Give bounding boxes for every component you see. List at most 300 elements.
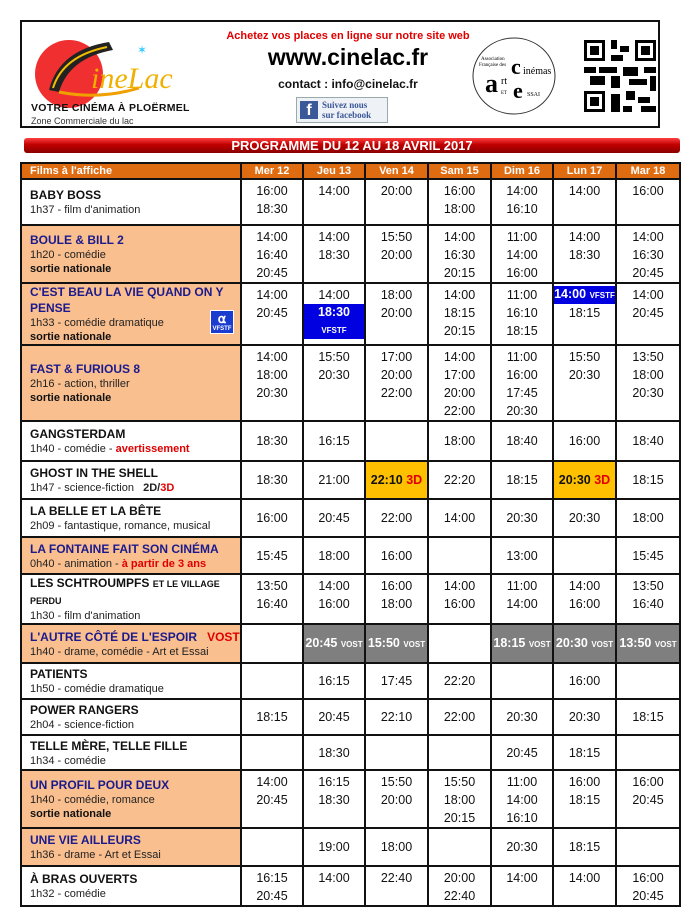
showtime-cell: [303, 828, 365, 866]
showtime-cell: [616, 499, 680, 537]
showtime-cell: [303, 461, 365, 499]
showtime[interactable]: 20:45: [632, 266, 664, 280]
film-row: [21, 461, 680, 499]
day-header: Sam 15: [428, 163, 491, 179]
showtime[interactable]: 18:00: [380, 288, 413, 302]
showtime[interactable]: 21:00: [318, 473, 350, 487]
film-row: [21, 537, 680, 574]
showtime-cell: [303, 537, 365, 574]
film-row: [21, 735, 680, 770]
showtime[interactable]: 18:00: [632, 511, 664, 525]
format-3d: 3D: [160, 482, 175, 494]
showtime[interactable]: 18:30: [318, 793, 350, 807]
showtime-cell: [616, 225, 680, 283]
showtime-cell: [428, 574, 491, 624]
showtime-cell: [428, 537, 491, 574]
showtime-cell: [553, 574, 616, 624]
showtime-cell: [365, 574, 428, 624]
facebook-line1: Suivez nous: [322, 100, 368, 110]
showtime[interactable]: 15:50: [568, 350, 601, 364]
showtime[interactable]: 16:00: [443, 184, 476, 198]
showtime-cell: [365, 461, 428, 499]
showtime[interactable]: 11:00: [506, 775, 538, 789]
showtime-cell: [428, 828, 491, 866]
facebook-line2: sur facebook: [322, 110, 372, 120]
showtime[interactable]: 16:40: [256, 248, 288, 262]
showtime[interactable]: 18:30: [256, 473, 288, 487]
showtime-cell: [365, 345, 428, 421]
showtime[interactable]: 16:15: [256, 871, 288, 885]
showtime[interactable]: 11:00: [506, 288, 538, 302]
film-row: [21, 225, 680, 283]
showtime[interactable]: 16:30: [632, 248, 664, 262]
showtime-cell: [428, 225, 491, 283]
buy-online-text: Achetez vos places en ligne sur notre site web: [226, 30, 470, 42]
showtime[interactable]: 22:10: [380, 710, 413, 724]
day-header: Dim 16: [491, 163, 553, 179]
film-title: BABY BOSS: [30, 188, 102, 202]
showtime-cell: [553, 624, 616, 663]
showtime[interactable]: 20:30: [632, 386, 664, 400]
film-cell: [21, 866, 241, 906]
showtime[interactable]: 17:00: [380, 350, 413, 364]
showtime[interactable]: 22:00: [443, 710, 476, 724]
film-title: GANGSTERDAM: [30, 427, 126, 441]
film-cell: [21, 828, 241, 866]
showtime-cell: [491, 345, 553, 421]
showtime[interactable]: 16:00: [632, 184, 664, 198]
film-info: 1h40 - drame, comédie - Art et Essai: [30, 645, 209, 658]
showtime[interactable]: 16:00: [443, 597, 476, 611]
showtime[interactable]: 20:30: [568, 511, 601, 525]
showtime[interactable]: 22:00: [380, 386, 413, 400]
showtime-cell: [553, 699, 616, 735]
showtime-cell: [616, 735, 680, 770]
showtime[interactable]: 20:45: [318, 511, 350, 525]
showtime-cell: [428, 866, 491, 906]
film-row: [21, 179, 680, 225]
film-row: [21, 663, 680, 699]
film-cell: [21, 179, 241, 225]
showtime-cell: [241, 345, 303, 421]
film-title: UNE VIE AILLEURS: [30, 833, 141, 847]
film-info: 1h34 - comédie: [30, 754, 106, 767]
showtime[interactable]: 13:50: [256, 579, 288, 593]
contact-email[interactable]: contact : info@cinelac.fr: [278, 77, 418, 91]
showtime[interactable]: 13:00: [506, 548, 538, 563]
showtime[interactable]: 18:00: [443, 434, 476, 448]
showtime[interactable]: 20:30: [506, 404, 538, 418]
film-info: 1h32 - comédie: [30, 888, 106, 900]
showtime[interactable]: 16:00: [380, 548, 413, 563]
showtime[interactable]: 18:15: [506, 324, 538, 338]
showtime[interactable]: 22:40: [380, 871, 413, 885]
showtime[interactable]: 15:45: [632, 548, 664, 563]
showtime[interactable]: 16:10: [506, 202, 538, 216]
showtime-cell: [553, 663, 616, 699]
showtime[interactable]: 22:40: [443, 889, 476, 903]
showtime-cell: [553, 828, 616, 866]
showtime-cell: [365, 770, 428, 828]
showtime-cell: [553, 283, 616, 345]
showtime[interactable]: 14:00: [506, 871, 538, 885]
showtime[interactable]: 17:00: [443, 368, 476, 382]
showtime[interactable]: 20:15: [443, 811, 476, 825]
showtime[interactable]: 16:00: [380, 579, 413, 593]
showtime[interactable]: 20:45: [256, 793, 288, 807]
showtime[interactable]: 14:00: [318, 288, 350, 302]
showtime[interactable]: 18:40: [632, 434, 664, 448]
hearing-impaired-vfstf-icon: ⍺ VFSTF: [210, 310, 234, 334]
showtime-cell: [365, 421, 428, 461]
showtime[interactable]: 20:15: [443, 324, 476, 338]
film-title-suffix: ET LE VILLAGE PERDU: [30, 579, 220, 606]
tagline: VOTRE CINÉMA À PLOËRMEL: [31, 102, 190, 114]
showtime-cell: [553, 179, 616, 225]
afcae-logo: [471, 36, 557, 116]
showtime[interactable]: 18:00: [443, 202, 476, 216]
showtime[interactable]: 16:00: [632, 775, 664, 789]
showtime-vfstf[interactable]: 14:00 VFSTF: [554, 286, 615, 304]
showtime[interactable]: 20:30: [506, 710, 538, 724]
film-info: 2h16 - action, thriller: [30, 378, 130, 390]
showtime[interactable]: 17:45: [380, 674, 413, 688]
showtime[interactable]: 18:15: [506, 473, 538, 487]
showtime[interactable]: 16:40: [632, 597, 664, 611]
showtime[interactable]: 20:45: [256, 889, 288, 903]
showtime-cell: [365, 866, 428, 906]
film-info: 1h36 - drame - Art et Essai: [30, 849, 161, 861]
showtime[interactable]: 18:00: [443, 793, 476, 807]
showtime[interactable]: 14:00: [318, 230, 350, 244]
showtime-vost[interactable]: 18:15 VOST: [493, 635, 551, 650]
showtime[interactable]: 18:30: [318, 248, 350, 262]
showtime[interactable]: 14:00: [443, 511, 476, 525]
showtime-cell: [491, 663, 553, 699]
svg-text:ineLac: ineLac: [91, 62, 173, 95]
showtime[interactable]: 14:00: [632, 288, 664, 302]
showtime[interactable]: 20:00: [380, 248, 413, 262]
showtime[interactable]: 16:00: [568, 674, 601, 688]
showtime[interactable]: 16:15: [318, 434, 350, 448]
showtime[interactable]: 14:00: [443, 579, 476, 593]
showtime-cell: [241, 537, 303, 574]
showtime[interactable]: 15:50: [318, 350, 350, 364]
showtime[interactable]: 16:00: [256, 184, 288, 198]
showtime[interactable]: 16:00: [632, 871, 664, 885]
showtime[interactable]: 18:30: [256, 434, 288, 448]
showtime[interactable]: 19:00: [318, 840, 350, 854]
showtime[interactable]: 14:00: [318, 184, 350, 198]
showtime-cell: [553, 770, 616, 828]
showtime[interactable]: 22:00: [443, 404, 476, 418]
showtime[interactable]: 16:00: [506, 266, 538, 280]
facebook-follow-button[interactable]: [296, 97, 388, 123]
film-title: BOULE & BILL 2: [30, 233, 124, 247]
showtime[interactable]: 14:00: [632, 230, 664, 244]
website-link[interactable]: www.cinelac.fr: [267, 44, 429, 70]
showtime-cell: [365, 624, 428, 663]
showtime-cell: [365, 179, 428, 225]
showtime[interactable]: 15:50: [443, 775, 476, 789]
showtime[interactable]: 14:00: [506, 248, 538, 262]
film-cell: [21, 283, 241, 345]
svg-text:e: e: [513, 78, 523, 103]
showtime[interactable]: 22:00: [380, 511, 413, 525]
showtime[interactable]: 18:00: [632, 368, 664, 382]
showtime[interactable]: 14:00: [568, 184, 601, 198]
showtime-cell: [491, 699, 553, 735]
showtime[interactable]: 18:00: [256, 368, 288, 382]
showtime[interactable]: 18:15: [568, 840, 601, 854]
showtime[interactable]: 14:00: [443, 230, 476, 244]
showtime[interactable]: 20:30: [568, 368, 601, 382]
showtime[interactable]: 14:00: [506, 184, 538, 198]
film-row: [21, 345, 680, 421]
film-title: FAST & FURIOUS 8: [30, 362, 141, 376]
showtime-cell: [428, 624, 491, 663]
showtime[interactable]: 17:45: [506, 386, 538, 400]
showtime[interactable]: 20:45: [632, 793, 664, 807]
showtime-cell: [616, 283, 680, 345]
film-cell: [21, 461, 241, 499]
showtime[interactable]: 20:00: [380, 793, 413, 807]
showtime-vost[interactable]: 13:50 VOST: [619, 635, 677, 650]
showtime[interactable]: 20:45: [318, 710, 350, 724]
showtime[interactable]: 11:00: [506, 350, 538, 364]
showtime[interactable]: 18:15: [568, 306, 601, 320]
showtime[interactable]: 20:30: [256, 386, 288, 400]
film-row: [21, 499, 680, 537]
film-title: LES SCHTROUMPFS: [30, 576, 150, 590]
showtime[interactable]: 14:00: [506, 597, 538, 611]
showtime[interactable]: 18:40: [506, 434, 538, 448]
film-title: TELLE MÈRE, TELLE FILLE: [30, 738, 188, 753]
showtime-cell: [303, 663, 365, 699]
film-cell: [21, 225, 241, 283]
showtime[interactable]: 20:00: [443, 871, 476, 885]
film-info: 2h09 - fantastique, romance, musical: [30, 520, 211, 532]
showtime[interactable]: 14:00: [256, 230, 288, 244]
showtime-cell: [616, 574, 680, 624]
svg-text:✶: ✶: [137, 43, 148, 57]
showtime-cell: [428, 770, 491, 828]
showtime-cell: [241, 770, 303, 828]
showtime[interactable]: 16:40: [256, 597, 288, 611]
cinelac-logo: [29, 30, 209, 110]
film-title: POWER RANGERS: [30, 703, 139, 717]
film-row: [21, 866, 680, 906]
showtime-cell: [616, 770, 680, 828]
release-note: sortie nationale: [30, 808, 112, 820]
film-title: L'AUTRE CÔTÉ DE L'ESPOIR: [30, 629, 198, 644]
film-title: LA FONTAINE FAIT SON CINÉMA: [30, 541, 219, 556]
showtime[interactable]: 16:30: [443, 248, 476, 262]
showtime[interactable]: 18:15: [632, 710, 664, 724]
showtime-cell: [616, 866, 680, 906]
facebook-icon: f: [300, 101, 318, 119]
showtime[interactable]: 16:00: [568, 434, 601, 448]
showtime[interactable]: 18:30: [568, 248, 601, 262]
showtime[interactable]: 18:00: [318, 548, 350, 563]
showtime[interactable]: 18:30: [256, 202, 288, 216]
showtime[interactable]: 16:15: [318, 674, 350, 688]
film-info: 1h40 - comédie, romance: [30, 794, 155, 806]
film-info: 1h40 - comédie -: [30, 443, 116, 455]
showtime[interactable]: 22:20: [443, 674, 476, 688]
showtime-cell: [553, 461, 616, 499]
showtime-vost[interactable]: 20:30 VOST: [555, 635, 614, 650]
showtime[interactable]: 16:00: [256, 511, 288, 525]
showtime[interactable]: 14:00: [318, 579, 350, 593]
film-cell: [21, 624, 241, 663]
svg-text:rt: rt: [501, 76, 508, 87]
showtime[interactable]: 20:45: [256, 306, 288, 320]
showtime-vost[interactable]: 20:45 VOST: [305, 635, 363, 650]
showtime[interactable]: 15:50: [380, 775, 413, 789]
day-header: Mar 18: [616, 163, 680, 179]
showtime[interactable]: 20:00: [380, 184, 413, 198]
showtime[interactable]: 20:30: [506, 840, 538, 854]
showtime[interactable]: 14:00: [443, 350, 476, 364]
svg-text:SSAI: SSAI: [527, 92, 541, 98]
showtime[interactable]: 18:30: [318, 745, 350, 760]
showtime[interactable]: 16:15: [318, 775, 350, 789]
showtime[interactable]: 20:30: [506, 511, 538, 525]
svg-text:ET: ET: [501, 91, 508, 96]
showtime-cell: [616, 537, 680, 574]
showtime-cell: [303, 699, 365, 735]
showtime[interactable]: 18:15: [632, 473, 664, 487]
film-cell: [21, 735, 241, 770]
showtime[interactable]: 14:00: [256, 775, 288, 789]
showtime[interactable]: 20:00: [380, 368, 413, 382]
showtime[interactable]: 20:45: [632, 889, 664, 903]
showtime-cell: [428, 421, 491, 461]
film-title: PATIENTS: [30, 667, 88, 681]
showtime[interactable]: 20:45: [506, 745, 538, 760]
showtime-cell: [553, 537, 616, 574]
showtime-cell: [241, 663, 303, 699]
showtime[interactable]: 14:00: [256, 350, 288, 364]
showtime-cell: [303, 624, 365, 663]
showtime[interactable]: 13:50: [632, 579, 664, 593]
showtime-vfstf[interactable]: 18:30 VFSTF: [304, 304, 364, 339]
showtime-cell: [241, 225, 303, 283]
showtime-cell: [616, 624, 680, 663]
showtime[interactable]: 20:30: [568, 710, 601, 724]
showtime[interactable]: 16:00: [568, 597, 601, 611]
showtime[interactable]: 20:00: [380, 306, 413, 320]
showtime-cell: [428, 663, 491, 699]
showtime-cell: [428, 345, 491, 421]
showtime[interactable]: 20:30: [318, 368, 350, 382]
showtime-cell: [491, 421, 553, 461]
qr-code[interactable]: [584, 40, 656, 112]
showtime[interactable]: 15:50: [380, 230, 413, 244]
day-header: Mer 12: [241, 163, 303, 179]
film-cell: [21, 499, 241, 537]
film-warning: à partir de 3 ans: [121, 557, 207, 570]
showtime[interactable]: 18:00: [380, 840, 413, 854]
showtime-cell: [553, 499, 616, 537]
showtime[interactable]: 18:00: [380, 597, 413, 611]
showtime[interactable]: 16:10: [506, 811, 538, 825]
showtime-cell: [365, 699, 428, 735]
showtime-cell: [365, 735, 428, 770]
showtime-cell: [303, 499, 365, 537]
showtime[interactable]: 16:10: [506, 306, 538, 320]
showtime[interactable]: 14:00: [506, 793, 538, 807]
showtime-3d[interactable]: 22:10 3D: [370, 473, 423, 487]
showtime[interactable]: 20:00: [443, 386, 476, 400]
release-note: sortie nationale: [30, 263, 112, 275]
svg-text:inémas: inémas: [523, 66, 552, 77]
format-2d: 2D/: [143, 482, 161, 494]
showtime-cell: [491, 283, 553, 345]
showtime[interactable]: 11:00: [506, 579, 538, 593]
showtime[interactable]: 20:45: [632, 306, 664, 320]
showtime[interactable]: 14:00: [568, 871, 601, 885]
showtime[interactable]: 18:15: [568, 793, 601, 807]
film-info: 2h04 - science-fiction: [30, 719, 134, 731]
svg-text:Association: Association: [481, 57, 505, 62]
schedule-table: [20, 162, 681, 907]
showtime[interactable]: 11:00: [506, 230, 538, 244]
showtime[interactable]: 16:00: [568, 775, 601, 789]
film-cell: [21, 699, 241, 735]
showtime[interactable]: 14:00: [568, 230, 601, 244]
showtime-cell: [553, 345, 616, 421]
showtime-cell: [616, 179, 680, 225]
showtime-cell: [491, 574, 553, 624]
showtime[interactable]: 22:20: [443, 473, 476, 487]
showtime[interactable]: 18:15: [256, 710, 288, 724]
showtime[interactable]: 14:00: [443, 288, 476, 302]
showtime[interactable]: 20:45: [256, 266, 288, 280]
showtime[interactable]: 18:15: [443, 306, 476, 320]
table-header-row: [21, 163, 680, 179]
showtime-3d[interactable]: 20:30 3D: [558, 473, 611, 487]
showtime[interactable]: 20:15: [443, 266, 476, 280]
film-title: À BRAS OUVERTS: [30, 872, 138, 886]
showtime-cell: [241, 828, 303, 866]
showtime[interactable]: 13:50: [632, 350, 664, 364]
showtime-cell: [241, 179, 303, 225]
film-row: [21, 421, 680, 461]
showtime[interactable]: 14:00: [256, 288, 288, 302]
svg-text:Française des: Française des: [479, 63, 507, 68]
showtime[interactable]: 16:00: [318, 597, 350, 611]
showtime-cell: [428, 699, 491, 735]
film-cell: [21, 345, 241, 421]
showtime-cell: [428, 461, 491, 499]
showtime-cell: [616, 345, 680, 421]
showtime-cell: [303, 225, 365, 283]
showtime-cell: [616, 663, 680, 699]
film-title: C'EST BEAU LA VIE QUAND ON Y PENSE: [30, 285, 224, 315]
film-cell: [21, 421, 241, 461]
showtime[interactable]: 16:00: [506, 368, 538, 382]
films-column-header: Films à l'affiche: [21, 163, 241, 179]
showtime[interactable]: 14:00: [568, 579, 601, 593]
showtime[interactable]: 18:15: [568, 745, 601, 760]
film-info: 0h40 - animation -: [30, 557, 122, 570]
showtime[interactable]: 15:45: [256, 548, 288, 563]
showtime[interactable]: 14:00: [318, 871, 350, 885]
showtime-vost[interactable]: 15:50 VOST: [367, 635, 426, 650]
showtime-cell: [365, 537, 428, 574]
